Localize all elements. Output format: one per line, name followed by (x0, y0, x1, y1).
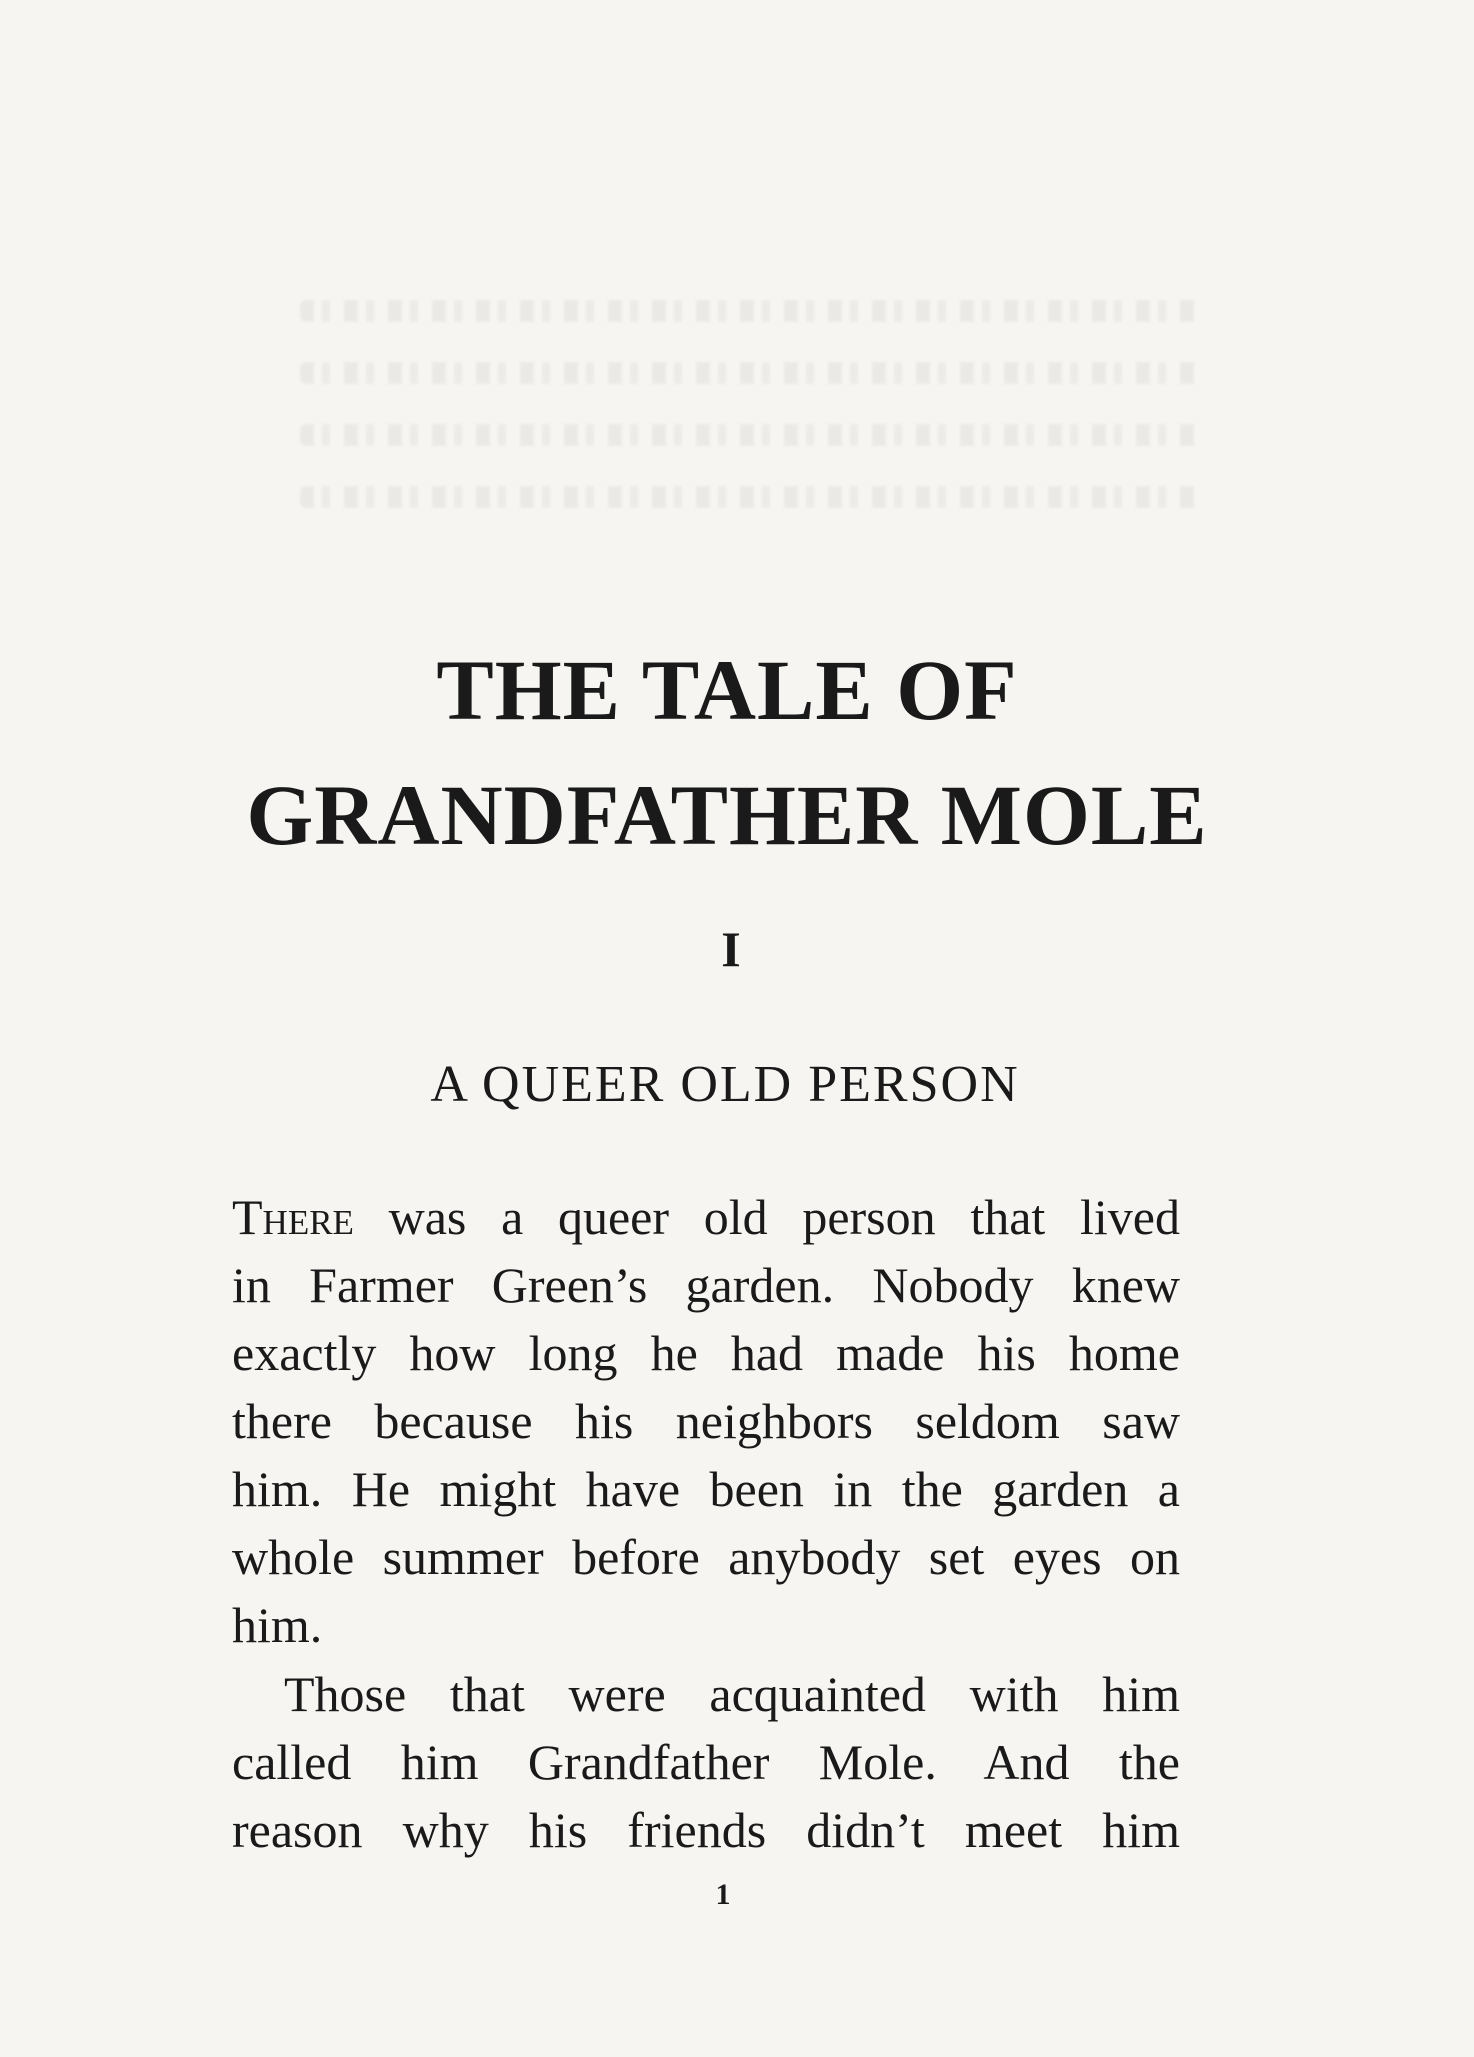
paragraph-line: him. (232, 1597, 323, 1653)
page-number: 1 (715, 1878, 731, 1911)
drop-lead-word: There (232, 1189, 354, 1245)
paragraph-line: whole summer before anybody set eyes on (232, 1529, 1180, 1585)
paragraph-1 (232, 1183, 1180, 1659)
paragraph-line: called him Grandfather Mole. And the (232, 1734, 1180, 1790)
paragraph-line: there because his neighbors seldom saw (232, 1393, 1180, 1449)
bleed-through-noise (300, 300, 1200, 580)
chapter-title: A QUEER OLD PERSON (430, 1056, 1020, 1113)
paragraph-line: Those that were acquainted with him (284, 1666, 1180, 1722)
book-title-line-2: GRANDFATHER MOLE (246, 767, 1208, 863)
paragraph-line: reason why his friends didn’t meet him (232, 1802, 1180, 1858)
paragraph-2 (232, 1660, 1180, 1864)
book-title-line-1: THE TALE OF (436, 642, 1018, 738)
chapter-number: I (721, 921, 741, 977)
paragraph-line: exactly how long he had made his home (232, 1325, 1180, 1381)
paragraph-line: There was a queer old person that lived (232, 1189, 1180, 1245)
paragraph-line: in Farmer Green’s garden. Nobody knew (232, 1257, 1180, 1313)
paragraph-line: him. He might have been in the garden a (232, 1461, 1180, 1517)
